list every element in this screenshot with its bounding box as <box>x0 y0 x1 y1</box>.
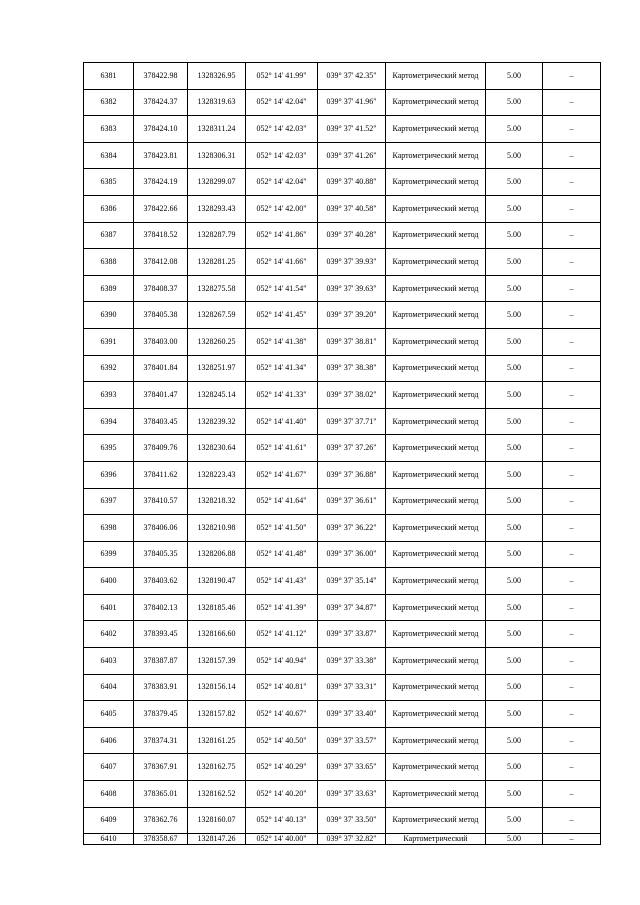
method-cell: Картометрический метод <box>386 222 486 249</box>
longitude-cell: 039° 37' 33.38" <box>318 648 386 675</box>
latitude-cell: 052° 14' 40.50" <box>246 727 318 754</box>
accuracy-cell: 5.00 <box>486 621 543 648</box>
accuracy-cell: 5.00 <box>486 382 543 409</box>
method-cell: Картометрический метод <box>386 701 486 728</box>
method-cell: Картометрический метод <box>386 594 486 621</box>
y-coordinate-cell: 1328267.59 <box>188 302 246 329</box>
point-number-cell: 6398 <box>84 515 134 542</box>
latitude-cell: 052° 14' 41.67" <box>246 461 318 488</box>
accuracy-cell: 5.00 <box>486 515 543 542</box>
longitude-cell: 039° 37' 40.88" <box>318 169 386 196</box>
note-cell: – <box>543 568 601 595</box>
point-number-cell: 6391 <box>84 328 134 355</box>
latitude-cell: 052° 14' 40.67" <box>246 701 318 728</box>
x-coordinate-cell: 378379.45 <box>134 701 188 728</box>
table-row <box>84 594 601 621</box>
accuracy-cell: 5.00 <box>486 355 543 382</box>
accuracy-cell: 5.00 <box>486 674 543 701</box>
latitude-cell: 052° 14' 40.13" <box>246 807 318 834</box>
accuracy-cell: 5.00 <box>486 169 543 196</box>
accuracy-cell: 5.00 <box>486 754 543 781</box>
table-row <box>84 488 601 515</box>
accuracy-cell: 5.00 <box>486 195 543 222</box>
point-number-cell: 6396 <box>84 461 134 488</box>
note-cell: – <box>543 515 601 542</box>
accuracy-cell: 5.00 <box>486 541 543 568</box>
table-row <box>84 727 601 754</box>
latitude-cell: 052° 14' 40.00" <box>246 834 318 845</box>
accuracy-cell: 5.00 <box>486 142 543 169</box>
table-row <box>84 807 601 834</box>
longitude-cell: 039° 37' 39.63" <box>318 275 386 302</box>
longitude-cell: 039° 37' 40.28" <box>318 222 386 249</box>
accuracy-cell: 5.00 <box>486 834 543 845</box>
method-cell: Картометрический метод <box>386 754 486 781</box>
method-cell: Картометрический метод <box>386 648 486 675</box>
point-number-cell: 6410 <box>84 834 134 845</box>
method-cell: Картометрический метод <box>386 568 486 595</box>
accuracy-cell: 5.00 <box>486 568 543 595</box>
point-number-cell: 6386 <box>84 195 134 222</box>
point-number-cell: 6394 <box>84 408 134 435</box>
note-cell: – <box>543 222 601 249</box>
table-row <box>84 701 601 728</box>
y-coordinate-cell: 1328162.75 <box>188 754 246 781</box>
latitude-cell: 052° 14' 41.61" <box>246 435 318 462</box>
x-coordinate-cell: 378405.35 <box>134 541 188 568</box>
note-cell: – <box>543 435 601 462</box>
point-number-cell: 6407 <box>84 754 134 781</box>
x-coordinate-cell: 378383.91 <box>134 674 188 701</box>
note-cell: – <box>543 195 601 222</box>
method-cell: Картометрический метод <box>386 435 486 462</box>
y-coordinate-cell: 1328157.82 <box>188 701 246 728</box>
longitude-cell: 039° 37' 38.81" <box>318 328 386 355</box>
point-number-cell: 6384 <box>84 142 134 169</box>
point-number-cell: 6401 <box>84 594 134 621</box>
note-cell: – <box>543 594 601 621</box>
x-coordinate-cell: 378422.66 <box>134 195 188 222</box>
table-row <box>84 621 601 648</box>
point-number-cell: 6382 <box>84 89 134 116</box>
note-cell: – <box>543 355 601 382</box>
latitude-cell: 052° 14' 42.03" <box>246 116 318 143</box>
longitude-cell: 039° 37' 33.31" <box>318 674 386 701</box>
y-coordinate-cell: 1328319.63 <box>188 89 246 116</box>
table-row <box>84 754 601 781</box>
point-number-cell: 6406 <box>84 727 134 754</box>
accuracy-cell: 5.00 <box>486 89 543 116</box>
y-coordinate-cell: 1328210.98 <box>188 515 246 542</box>
latitude-cell: 052° 14' 41.33" <box>246 382 318 409</box>
table-row <box>84 382 601 409</box>
latitude-cell: 052° 14' 40.81" <box>246 674 318 701</box>
note-cell: – <box>543 382 601 409</box>
x-coordinate-cell: 378367.91 <box>134 754 188 781</box>
x-coordinate-cell: 378406.06 <box>134 515 188 542</box>
note-cell: – <box>543 488 601 515</box>
table-row <box>84 275 601 302</box>
note-cell: – <box>543 674 601 701</box>
table-row <box>84 63 601 90</box>
y-coordinate-cell: 1328245.14 <box>188 382 246 409</box>
method-cell: Картометрический метод <box>386 275 486 302</box>
y-coordinate-cell: 1328160.07 <box>188 807 246 834</box>
table-row <box>84 302 601 329</box>
y-coordinate-cell: 1328275.58 <box>188 275 246 302</box>
table-row <box>84 461 601 488</box>
x-coordinate-cell: 378401.47 <box>134 382 188 409</box>
table-row <box>84 249 601 276</box>
longitude-cell: 039° 37' 36.61" <box>318 488 386 515</box>
method-cell: Картометрический метод <box>386 142 486 169</box>
longitude-cell: 039° 37' 36.00" <box>318 541 386 568</box>
method-cell: Картометрический метод <box>386 781 486 808</box>
x-coordinate-cell: 378405.38 <box>134 302 188 329</box>
point-number-cell: 6388 <box>84 249 134 276</box>
method-cell: Картометрический метод <box>386 541 486 568</box>
point-number-cell: 6399 <box>84 541 134 568</box>
accuracy-cell: 5.00 <box>486 727 543 754</box>
x-coordinate-cell: 378403.62 <box>134 568 188 595</box>
method-cell: Картометрический метод <box>386 621 486 648</box>
accuracy-cell: 5.00 <box>486 435 543 462</box>
note-cell: – <box>543 89 601 116</box>
longitude-cell: 039° 37' 35.14" <box>318 568 386 595</box>
longitude-cell: 039° 37' 34.87" <box>318 594 386 621</box>
accuracy-cell: 5.00 <box>486 63 543 90</box>
table-row <box>84 328 601 355</box>
accuracy-cell: 5.00 <box>486 302 543 329</box>
accuracy-cell: 5.00 <box>486 488 543 515</box>
latitude-cell: 052° 14' 41.40" <box>246 408 318 435</box>
longitude-cell: 039° 37' 33.50" <box>318 807 386 834</box>
x-coordinate-cell: 378412.08 <box>134 249 188 276</box>
point-number-cell: 6404 <box>84 674 134 701</box>
longitude-cell: 039° 37' 36.88" <box>318 461 386 488</box>
y-coordinate-cell: 1328223.43 <box>188 461 246 488</box>
accuracy-cell: 5.00 <box>486 594 543 621</box>
longitude-cell: 039° 37' 39.93" <box>318 249 386 276</box>
note-cell: – <box>543 727 601 754</box>
accuracy-cell: 5.00 <box>486 408 543 435</box>
y-coordinate-cell: 1328161.25 <box>188 727 246 754</box>
point-number-cell: 6395 <box>84 435 134 462</box>
x-coordinate-cell: 378409.76 <box>134 435 188 462</box>
method-cell: Картометрический метод <box>386 382 486 409</box>
point-number-cell: 6390 <box>84 302 134 329</box>
latitude-cell: 052° 14' 42.00" <box>246 195 318 222</box>
note-cell: – <box>543 701 601 728</box>
table-row <box>84 781 601 808</box>
point-number-cell: 6408 <box>84 781 134 808</box>
x-coordinate-cell: 378403.00 <box>134 328 188 355</box>
note-cell: – <box>543 807 601 834</box>
latitude-cell: 052° 14' 41.99" <box>246 63 318 90</box>
x-coordinate-cell: 378362.76 <box>134 807 188 834</box>
y-coordinate-cell: 1328157.39 <box>188 648 246 675</box>
method-cell: Картометрический метод <box>386 116 486 143</box>
longitude-cell: 039° 37' 40.58" <box>318 195 386 222</box>
table-row <box>84 541 601 568</box>
x-coordinate-cell: 378424.37 <box>134 89 188 116</box>
y-coordinate-cell: 1328293.43 <box>188 195 246 222</box>
longitude-cell: 039° 37' 37.71" <box>318 408 386 435</box>
note-cell: – <box>543 302 601 329</box>
table-row <box>84 515 601 542</box>
note-cell: – <box>543 754 601 781</box>
latitude-cell: 052° 14' 41.43" <box>246 568 318 595</box>
y-coordinate-cell: 1328206.88 <box>188 541 246 568</box>
table-row <box>84 435 601 462</box>
latitude-cell: 052° 14' 41.34" <box>246 355 318 382</box>
table-row <box>84 408 601 435</box>
method-cell: Картометрический <box>386 834 486 845</box>
method-cell: Картометрический метод <box>386 674 486 701</box>
x-coordinate-cell: 378402.13 <box>134 594 188 621</box>
point-number-cell: 6403 <box>84 648 134 675</box>
point-number-cell: 6397 <box>84 488 134 515</box>
y-coordinate-cell: 1328306.31 <box>188 142 246 169</box>
accuracy-cell: 5.00 <box>486 701 543 728</box>
y-coordinate-cell: 1328281.25 <box>188 249 246 276</box>
x-coordinate-cell: 378374.31 <box>134 727 188 754</box>
y-coordinate-cell: 1328311.24 <box>188 116 246 143</box>
x-coordinate-cell: 378424.19 <box>134 169 188 196</box>
accuracy-cell: 5.00 <box>486 781 543 808</box>
y-coordinate-cell: 1328251.97 <box>188 355 246 382</box>
table-row <box>84 834 601 845</box>
y-coordinate-cell: 1328162.52 <box>188 781 246 808</box>
method-cell: Картометрический метод <box>386 408 486 435</box>
x-coordinate-cell: 378408.37 <box>134 275 188 302</box>
y-coordinate-cell: 1328239.32 <box>188 408 246 435</box>
accuracy-cell: 5.00 <box>486 222 543 249</box>
point-number-cell: 6400 <box>84 568 134 595</box>
longitude-cell: 039° 37' 33.63" <box>318 781 386 808</box>
accuracy-cell: 5.00 <box>486 328 543 355</box>
table-row <box>84 648 601 675</box>
latitude-cell: 052° 14' 40.29" <box>246 754 318 781</box>
x-coordinate-cell: 378387.87 <box>134 648 188 675</box>
accuracy-cell: 5.00 <box>486 648 543 675</box>
note-cell: – <box>543 116 601 143</box>
table-row <box>84 89 601 116</box>
latitude-cell: 052° 14' 41.38" <box>246 328 318 355</box>
longitude-cell: 039° 37' 41.96" <box>318 89 386 116</box>
note-cell: – <box>543 648 601 675</box>
longitude-cell: 039° 37' 42.35" <box>318 63 386 90</box>
longitude-cell: 039° 37' 37.26" <box>318 435 386 462</box>
y-coordinate-cell: 1328147.26 <box>188 834 246 845</box>
point-number-cell: 6385 <box>84 169 134 196</box>
x-coordinate-cell: 378424.10 <box>134 116 188 143</box>
x-coordinate-cell: 378418.52 <box>134 222 188 249</box>
note-cell: – <box>543 461 601 488</box>
method-cell: Картометрический метод <box>386 807 486 834</box>
method-cell: Картометрический метод <box>386 328 486 355</box>
point-number-cell: 6409 <box>84 807 134 834</box>
note-cell: – <box>543 408 601 435</box>
latitude-cell: 052° 14' 41.86" <box>246 222 318 249</box>
method-cell: Картометрический метод <box>386 63 486 90</box>
table-row <box>84 222 601 249</box>
note-cell: – <box>543 63 601 90</box>
x-coordinate-cell: 378358.67 <box>134 834 188 845</box>
method-cell: Картометрический метод <box>386 89 486 116</box>
x-coordinate-cell: 378365.01 <box>134 781 188 808</box>
x-coordinate-cell: 378422.98 <box>134 63 188 90</box>
point-number-cell: 6389 <box>84 275 134 302</box>
note-cell: – <box>543 834 601 845</box>
method-cell: Картометрический метод <box>386 488 486 515</box>
latitude-cell: 052° 14' 42.03" <box>246 142 318 169</box>
method-cell: Картометрический метод <box>386 302 486 329</box>
x-coordinate-cell: 378411.62 <box>134 461 188 488</box>
longitude-cell: 039° 37' 38.02" <box>318 382 386 409</box>
x-coordinate-cell: 378393.45 <box>134 621 188 648</box>
point-number-cell: 6381 <box>84 63 134 90</box>
longitude-cell: 039° 37' 41.26" <box>318 142 386 169</box>
table-row <box>84 355 601 382</box>
accuracy-cell: 5.00 <box>486 116 543 143</box>
y-coordinate-cell: 1328156.14 <box>188 674 246 701</box>
note-cell: – <box>543 249 601 276</box>
longitude-cell: 039° 37' 33.40" <box>318 701 386 728</box>
latitude-cell: 052° 14' 41.12" <box>246 621 318 648</box>
table-body <box>84 63 601 845</box>
method-cell: Картометрический метод <box>386 249 486 276</box>
latitude-cell: 052° 14' 41.66" <box>246 249 318 276</box>
table-row <box>84 142 601 169</box>
y-coordinate-cell: 1328190.47 <box>188 568 246 595</box>
longitude-cell: 039° 37' 33.57" <box>318 727 386 754</box>
latitude-cell: 052° 14' 41.48" <box>246 541 318 568</box>
longitude-cell: 039° 37' 39.20" <box>318 302 386 329</box>
longitude-cell: 039° 37' 33.87" <box>318 621 386 648</box>
point-number-cell: 6405 <box>84 701 134 728</box>
longitude-cell: 039° 37' 33.65" <box>318 754 386 781</box>
y-coordinate-cell: 1328299.07 <box>188 169 246 196</box>
latitude-cell: 052° 14' 40.94" <box>246 648 318 675</box>
point-number-cell: 6387 <box>84 222 134 249</box>
method-cell: Картометрический метод <box>386 169 486 196</box>
point-number-cell: 6402 <box>84 621 134 648</box>
method-cell: Картометрический метод <box>386 727 486 754</box>
method-cell: Картометрический метод <box>386 195 486 222</box>
point-number-cell: 6383 <box>84 116 134 143</box>
longitude-cell: 039° 37' 41.52" <box>318 116 386 143</box>
y-coordinate-cell: 1328185.46 <box>188 594 246 621</box>
latitude-cell: 052° 14' 41.54" <box>246 275 318 302</box>
method-cell: Картометрический метод <box>386 461 486 488</box>
y-coordinate-cell: 1328326.95 <box>188 63 246 90</box>
x-coordinate-cell: 378403.45 <box>134 408 188 435</box>
note-cell: – <box>543 541 601 568</box>
note-cell: – <box>543 275 601 302</box>
y-coordinate-cell: 1328218.32 <box>188 488 246 515</box>
note-cell: – <box>543 328 601 355</box>
method-cell: Картометрический метод <box>386 355 486 382</box>
latitude-cell: 052° 14' 41.64" <box>246 488 318 515</box>
y-coordinate-cell: 1328230.64 <box>188 435 246 462</box>
note-cell: – <box>543 781 601 808</box>
note-cell: – <box>543 169 601 196</box>
latitude-cell: 052° 14' 41.39" <box>246 594 318 621</box>
longitude-cell: 039° 37' 38.38" <box>318 355 386 382</box>
table-row <box>84 674 601 701</box>
latitude-cell: 052° 14' 42.04" <box>246 169 318 196</box>
x-coordinate-cell: 378401.84 <box>134 355 188 382</box>
latitude-cell: 052° 14' 41.50" <box>246 515 318 542</box>
y-coordinate-cell: 1328260.25 <box>188 328 246 355</box>
point-number-cell: 6393 <box>84 382 134 409</box>
table-row <box>84 169 601 196</box>
latitude-cell: 052° 14' 41.45" <box>246 302 318 329</box>
table-row <box>84 195 601 222</box>
y-coordinate-cell: 1328166.60 <box>188 621 246 648</box>
method-cell: Картометрический метод <box>386 515 486 542</box>
accuracy-cell: 5.00 <box>486 275 543 302</box>
latitude-cell: 052° 14' 42.04" <box>246 89 318 116</box>
y-coordinate-cell: 1328287.79 <box>188 222 246 249</box>
longitude-cell: 039° 37' 32.82" <box>318 834 386 845</box>
coordinates-table <box>83 62 601 845</box>
table-row <box>84 116 601 143</box>
accuracy-cell: 5.00 <box>486 461 543 488</box>
point-number-cell: 6392 <box>84 355 134 382</box>
table-row <box>84 568 601 595</box>
x-coordinate-cell: 378423.81 <box>134 142 188 169</box>
latitude-cell: 052° 14' 40.20" <box>246 781 318 808</box>
x-coordinate-cell: 378410.57 <box>134 488 188 515</box>
longitude-cell: 039° 37' 36.22" <box>318 515 386 542</box>
note-cell: – <box>543 621 601 648</box>
accuracy-cell: 5.00 <box>486 249 543 276</box>
accuracy-cell: 5.00 <box>486 807 543 834</box>
note-cell: – <box>543 142 601 169</box>
